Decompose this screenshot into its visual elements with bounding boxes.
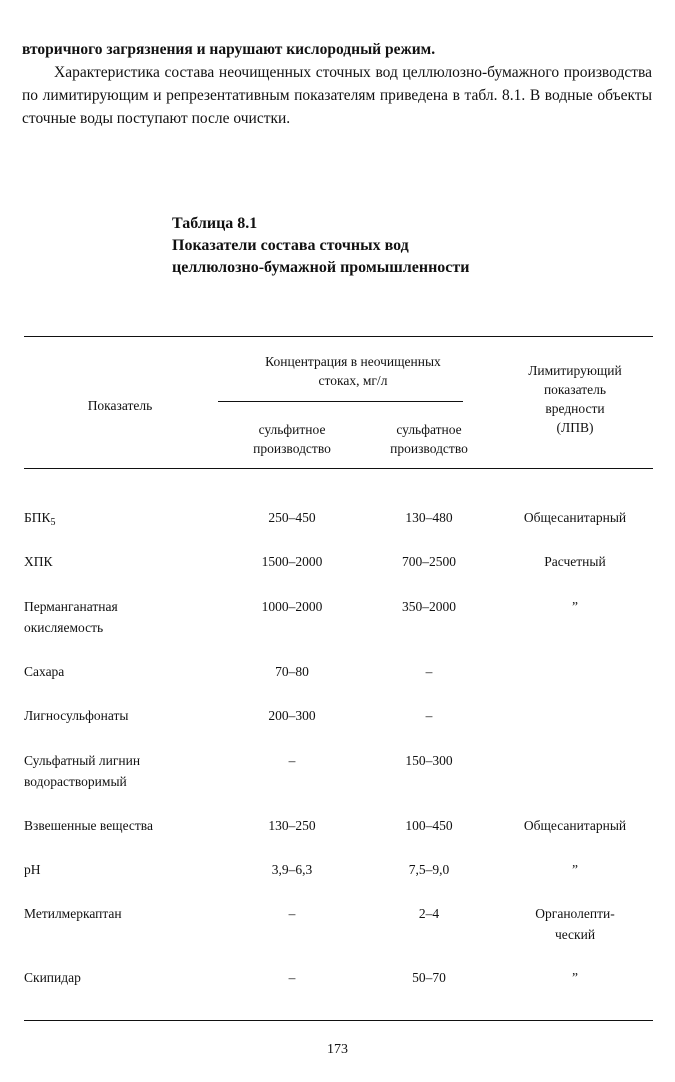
row-parameter xyxy=(24,705,224,726)
table-top-rule xyxy=(24,336,653,337)
header-bottom-rule xyxy=(24,468,653,469)
row-sulfate-value: 7,5–9,0 xyxy=(408,862,450,877)
row-parameter xyxy=(24,551,224,572)
row-sulfate-value: – xyxy=(425,708,433,723)
row-lpv-line: Общесанитарный xyxy=(523,510,627,525)
row-lpv-line: Органолепти- xyxy=(535,906,615,921)
row-lpv-line: ” xyxy=(572,599,578,614)
row-parameter-line: Скипидар xyxy=(24,970,81,985)
header-lpv-line-1: Лимитирующий xyxy=(528,363,622,378)
header-lpv xyxy=(496,361,654,437)
row-lpv xyxy=(496,596,654,617)
header-lpv-line-3: вредности xyxy=(545,401,605,416)
row-lpv-line: Расчетный xyxy=(544,554,606,569)
row-lpv-line: Общесанитарный xyxy=(523,818,627,833)
row-parameter xyxy=(24,596,224,638)
table-title xyxy=(172,213,469,279)
row-sulfate-value: – xyxy=(425,664,433,679)
header-sulfate-line-2: производство xyxy=(390,441,468,456)
row-parameter-line: Сахара xyxy=(24,664,65,679)
row-sulfite-value: 130–250 xyxy=(268,818,316,833)
row-parameter-with-subscript xyxy=(24,507,224,533)
header-sulfite-line-2: производство xyxy=(253,441,331,456)
row-sulfite-value: – xyxy=(288,906,296,921)
table-caption-line-1: Показатели состава сточных вод xyxy=(172,237,409,254)
intro-line-1: вторичного загрязнения и нарушают кислородный режим. xyxy=(22,41,436,58)
row-sulfate-value: 50–70 xyxy=(412,970,446,985)
row-lpv xyxy=(496,903,654,945)
page-number: 173 xyxy=(327,1042,348,1057)
header-sulfite-line-1: сульфитное xyxy=(258,422,326,437)
row-parameter-subscript: 5 xyxy=(50,517,56,528)
row-parameter-line: БПК xyxy=(24,510,51,525)
row-parameter xyxy=(24,750,224,792)
row-sulfite-value: 70–80 xyxy=(275,664,309,679)
row-sulfate-value: 100–450 xyxy=(405,818,453,833)
row-sulfate-value: 150–300 xyxy=(405,753,453,768)
header-sulfate-line-1: сульфатное xyxy=(396,422,462,437)
row-parameter xyxy=(24,967,224,988)
row-parameter xyxy=(24,859,224,880)
row-parameter-line: водорастворимый xyxy=(24,774,127,789)
row-parameter-line: Взвешенные вещества xyxy=(24,818,153,833)
header-sub-rule xyxy=(218,401,463,402)
table-number: Таблица 8.1 xyxy=(172,215,258,232)
row-parameter xyxy=(24,903,224,924)
row-parameter-line: Лигносульфонаты xyxy=(24,708,129,723)
row-sulfite-value: 200–300 xyxy=(268,708,316,723)
header-lpv-line-2: показатель xyxy=(543,382,607,397)
row-lpv-line: ” xyxy=(572,970,578,985)
row-parameter-line: Метилмеркаптан xyxy=(24,906,122,921)
row-sulfite-value: – xyxy=(288,753,296,768)
row-lpv xyxy=(496,551,654,572)
row-sulfite-value: 1000–2000 xyxy=(261,599,323,614)
table-caption-line-2: целлюлозно-бумажной промышленности xyxy=(172,259,470,276)
row-sulfate-value: 130–480 xyxy=(405,510,453,525)
row-sulfite-value: 1500–2000 xyxy=(261,554,323,569)
row-parameter-line: рН xyxy=(24,862,41,877)
header-concentration-line-2: стоках, мг/л xyxy=(318,373,388,388)
row-parameter xyxy=(24,815,224,836)
row-lpv xyxy=(496,815,654,836)
row-lpv xyxy=(496,967,654,988)
header-sulfate xyxy=(362,420,496,458)
header-lpv-line-4: (ЛПВ) xyxy=(556,420,594,435)
row-sulfate-value: 2–4 xyxy=(418,906,440,921)
row-lpv-line: ” xyxy=(572,862,578,877)
row-parameter-line: Перманганатная xyxy=(24,599,118,614)
row-parameter-line: окисляемость xyxy=(24,620,104,635)
row-parameter-line: Сульфатный лигнин xyxy=(24,753,141,768)
row-sulfite-value: 3,9–6,3 xyxy=(271,862,313,877)
header-concentration xyxy=(218,352,488,390)
header-concentration-line-1: Концентрация в неочищенных xyxy=(265,354,441,369)
row-parameter-line: ХПК xyxy=(24,554,53,569)
intro-text xyxy=(22,38,652,130)
row-lpv-line: ческий xyxy=(554,927,596,942)
header-param: Показатель xyxy=(87,398,153,413)
row-sulfite-value: 250–450 xyxy=(268,510,316,525)
row-sulfite-value: – xyxy=(288,970,296,985)
row-lpv xyxy=(496,507,654,528)
intro-paragraph: Характеристика состава неочищенных сточных вод целлюлозно-бумажного производства по лимитирующим и репрезентативным показателям приведена в табл. 8.1. В водные объекты сточные воды поступают после очистки. xyxy=(22,64,652,127)
header-sulfite xyxy=(222,420,362,458)
row-lpv xyxy=(496,859,654,880)
table-bottom-rule xyxy=(24,1020,653,1021)
row-sulfate-value: 350–2000 xyxy=(402,599,456,614)
row-parameter xyxy=(24,507,224,533)
row-sulfate-value: 700–2500 xyxy=(402,554,456,569)
row-parameter xyxy=(24,661,224,682)
